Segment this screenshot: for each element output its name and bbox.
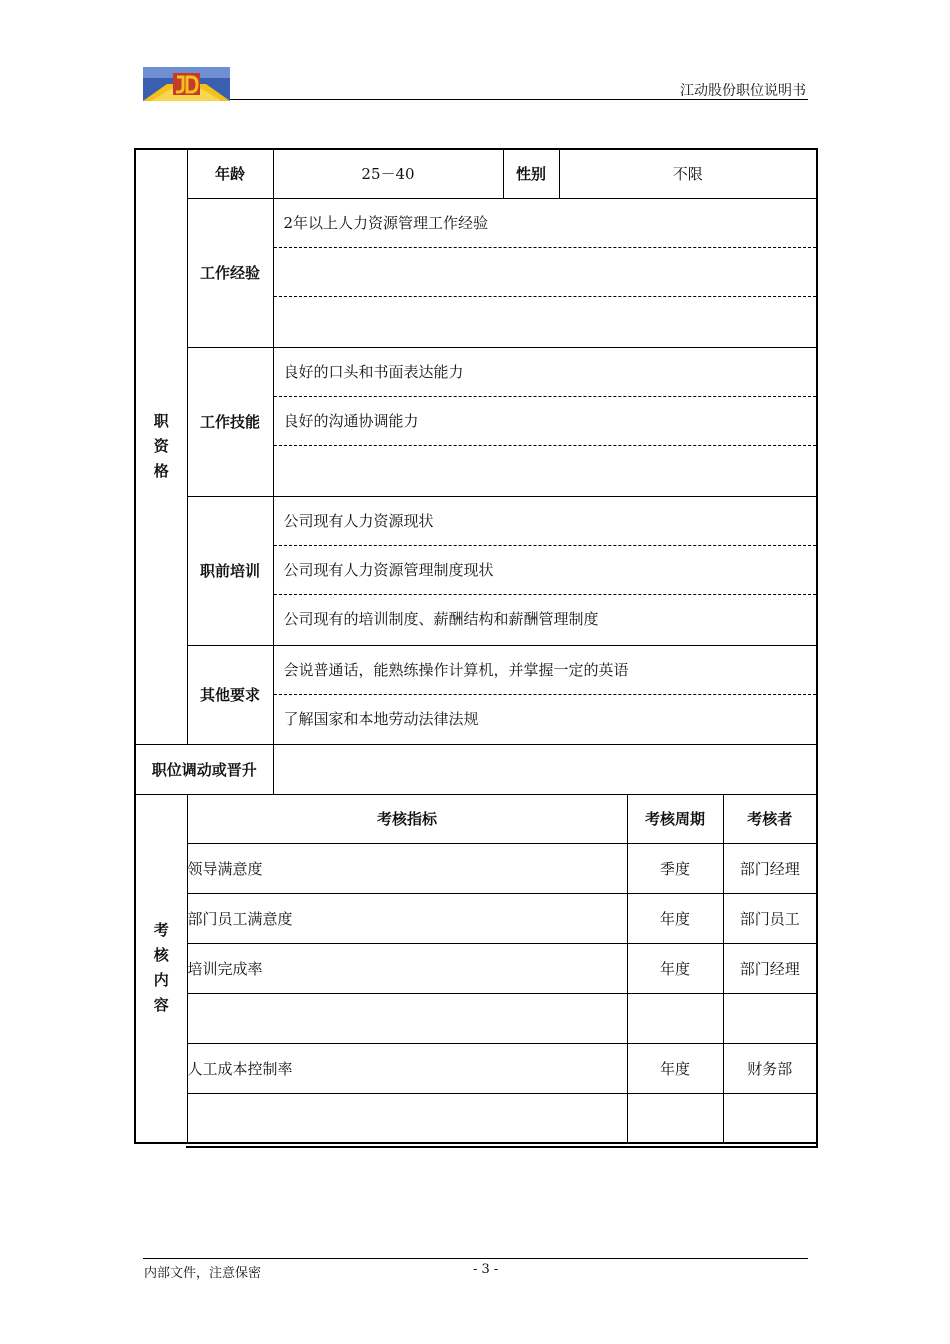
indicator-cell: 部门员工满意度 (187, 893, 627, 943)
skills-line (274, 446, 817, 495)
company-logo (143, 67, 230, 101)
other-requirement-line: 了解国家和本地劳动法律法规 (283, 709, 479, 728)
assessor-cell (723, 1093, 817, 1143)
period-cell: 年度 (627, 1043, 723, 1093)
confidential-note: 内部文件，注意保密 (144, 1266, 262, 1281)
skills-label: 工作技能 (187, 347, 273, 496)
gender-value: 不限 (559, 149, 817, 198)
table-row (135, 1093, 817, 1143)
indicator-cell (187, 1093, 627, 1143)
training-line: 公司现有人力资源管理制度现状 (274, 546, 817, 595)
training-label: 职前培训 (187, 496, 273, 645)
period-cell: 年度 (627, 893, 723, 943)
table-shadow-bottom (186, 1146, 818, 1148)
table-row (135, 843, 817, 893)
period-cell (627, 1093, 723, 1143)
page-number: - 3 - (473, 1262, 499, 1277)
experience-content (273, 198, 817, 347)
document-title: 江动股份职位说明书 (680, 83, 806, 99)
other-requirements-content (273, 645, 817, 744)
footer-divider (143, 1258, 808, 1259)
other-requirements-label: 其他要求 (187, 645, 273, 744)
skills-content (273, 347, 817, 496)
table-row (135, 993, 817, 1043)
experience-label: 工作经验 (187, 198, 273, 347)
table-row (135, 1043, 817, 1093)
experience-line (274, 248, 817, 297)
age-value: 25－40 (273, 149, 503, 198)
experience-line: 2年以上人力资源管理工作经验 (274, 199, 817, 248)
assessor-cell (723, 993, 817, 1043)
gender-label: 性别 (503, 149, 559, 198)
assessor-cell: 部门经理 (723, 943, 817, 993)
period-cell (627, 993, 723, 1043)
assessor-cell: 财务部 (723, 1043, 817, 1093)
training-line: 公司现有人力资源现状 (274, 497, 817, 546)
other-requirement-line: 会说普通话，能熟练操作计算机，并掌握一定的英语 (274, 646, 817, 695)
age-label: 年龄 (187, 149, 273, 198)
experience-line (274, 297, 817, 346)
promotion-label: 职位调动或晋升 (135, 744, 273, 794)
indicator-cell: 培训完成率 (187, 943, 627, 993)
training-content (273, 496, 817, 645)
indicator-cell: 领导满意度 (187, 843, 627, 893)
indicator-header: 考核指标 (187, 794, 627, 843)
indicator-cell (187, 993, 627, 1043)
job-description-table (134, 148, 818, 1144)
qualifications-section-label: 职 资 格 (135, 149, 187, 744)
table-shadow-right (816, 150, 818, 1148)
assessment-section-label: 考 核 内 容 (135, 794, 187, 1143)
period-cell: 季度 (627, 843, 723, 893)
skills-line: 良好的口头和书面表达能力 (274, 348, 817, 397)
assessor-cell: 部门经理 (723, 843, 817, 893)
period-header: 考核周期 (627, 794, 723, 843)
period-cell: 年度 (627, 943, 723, 993)
promotion-value (273, 744, 817, 794)
indicator-cell: 人工成本控制率 (187, 1043, 627, 1093)
training-line: 公司现有的培训制度、薪酬结构和薪酬管理制度 (283, 610, 599, 628)
table-row (135, 943, 817, 993)
assessor-cell: 部门员工 (723, 893, 817, 943)
assessor-header: 考核者 (723, 794, 817, 843)
skills-line: 良好的沟通协调能力 (274, 397, 817, 446)
header-divider (230, 99, 808, 100)
table-row (135, 893, 817, 943)
